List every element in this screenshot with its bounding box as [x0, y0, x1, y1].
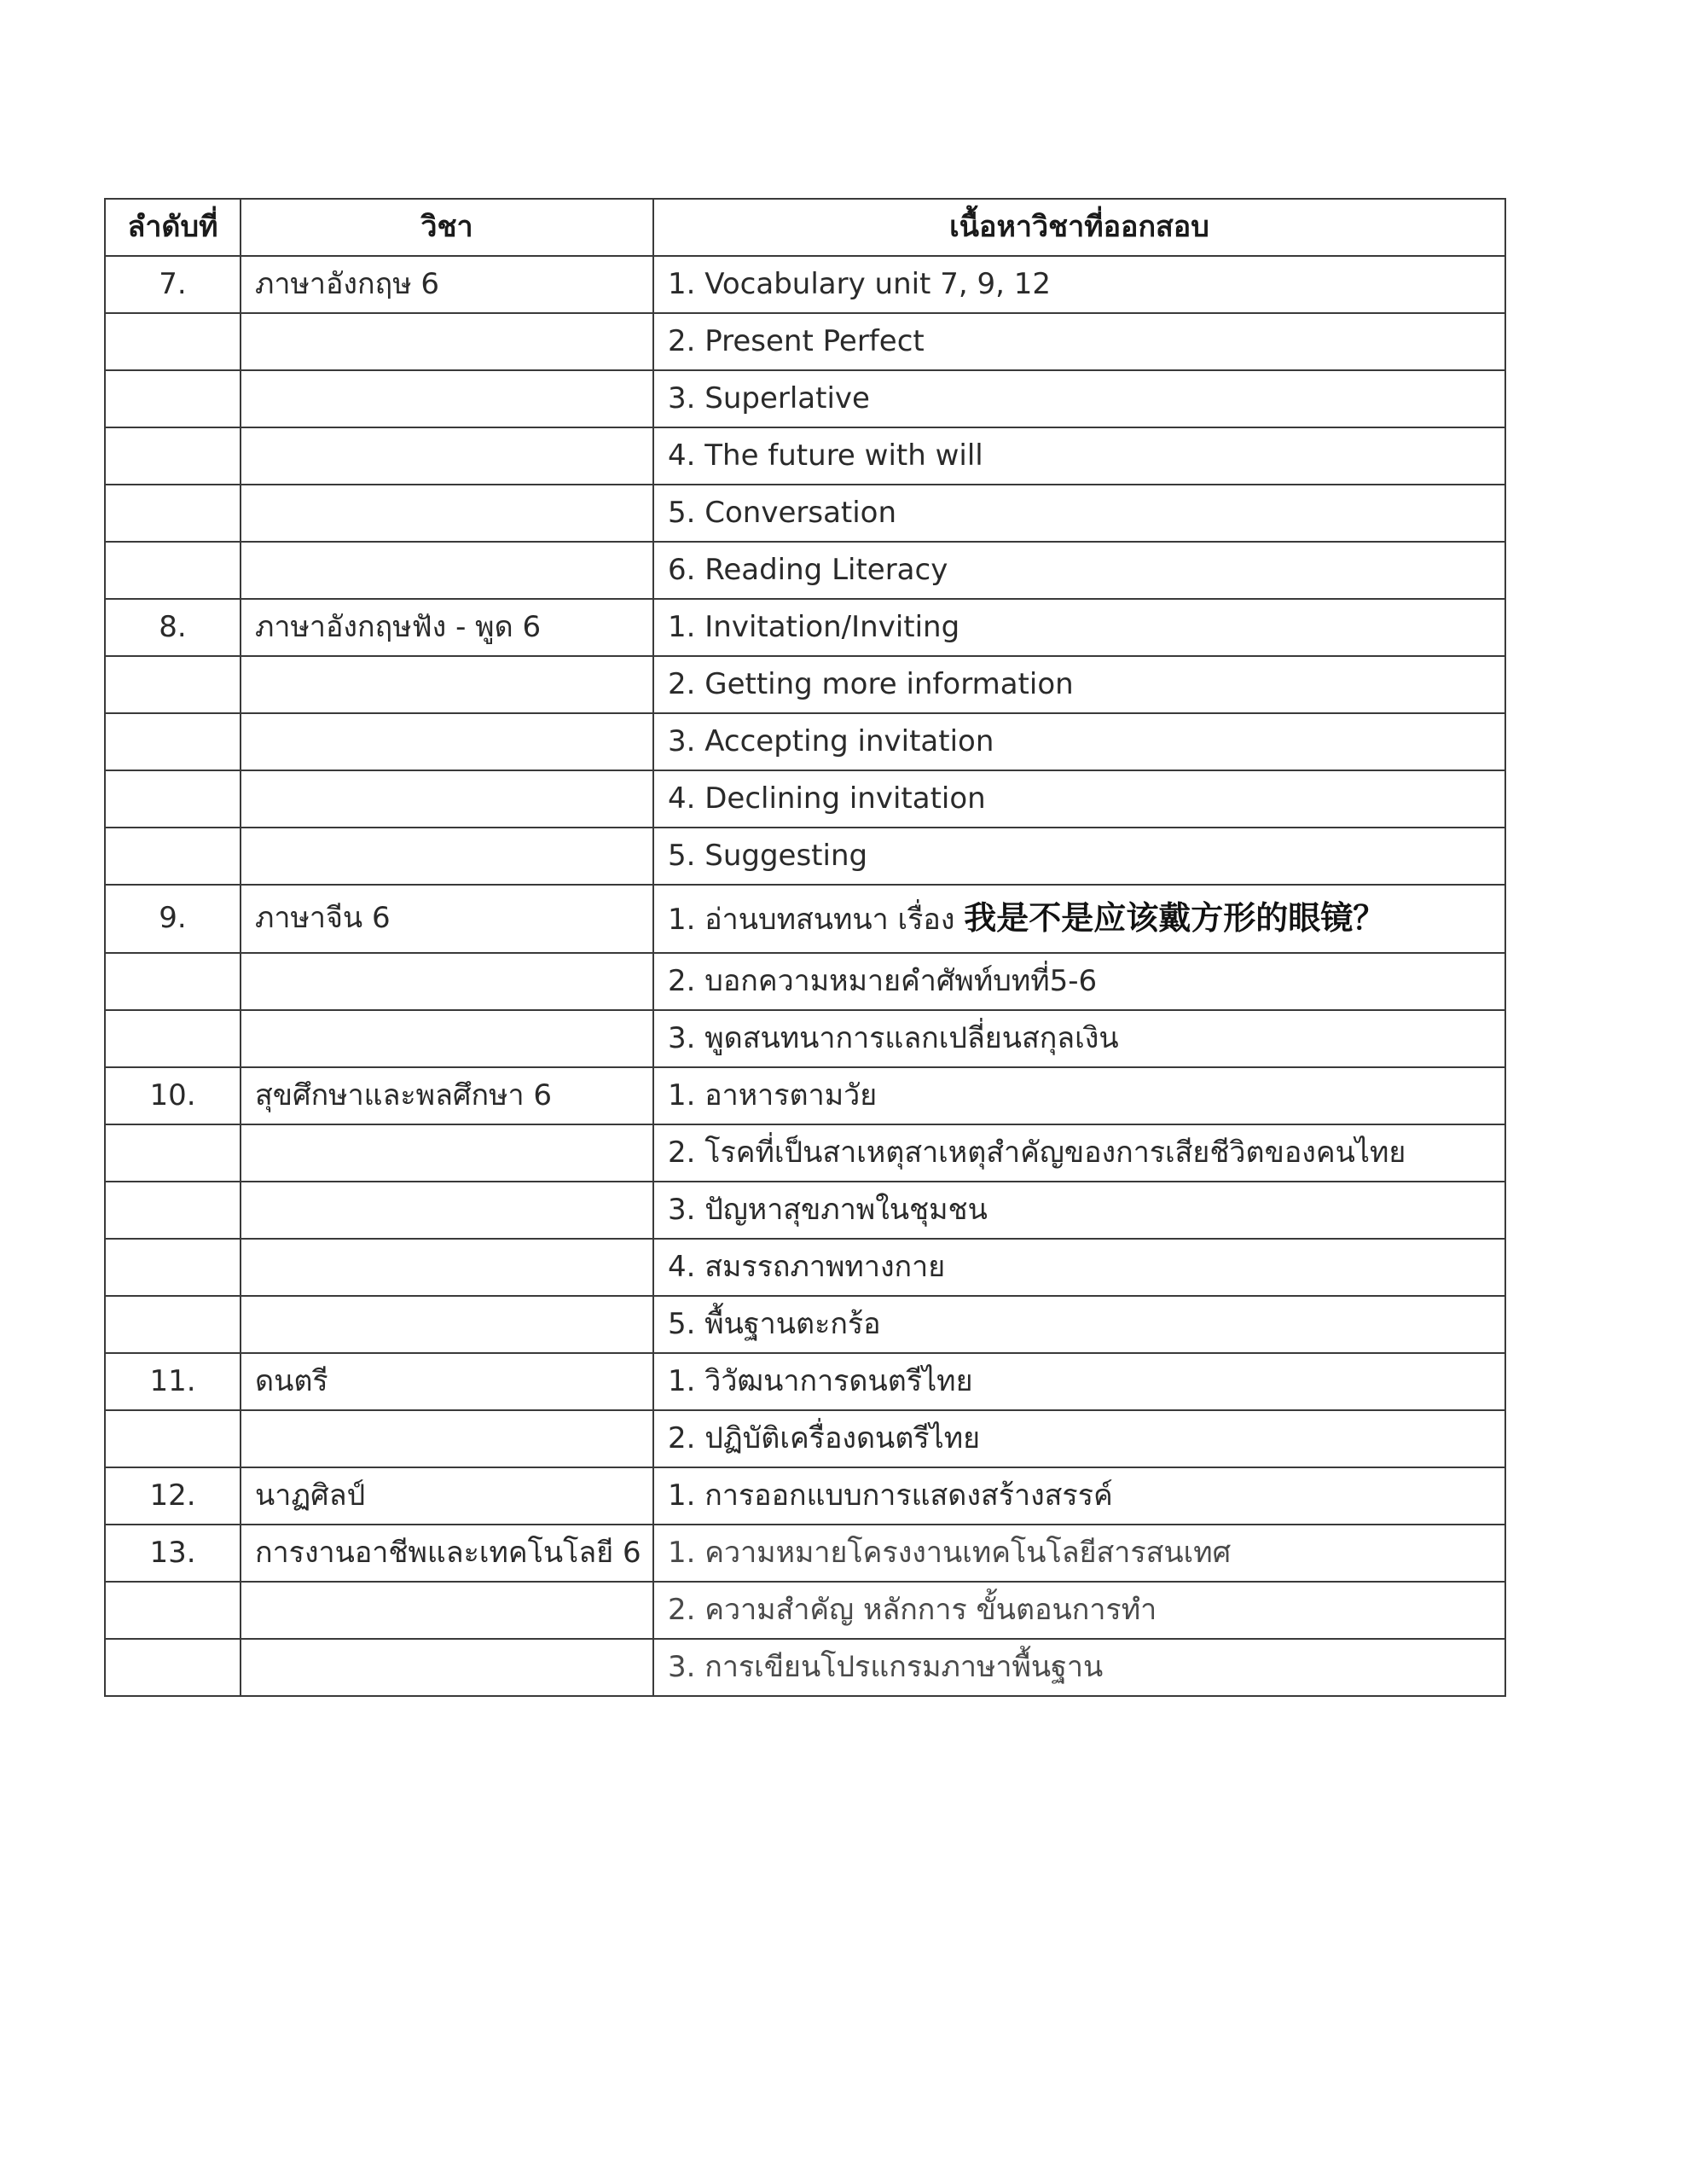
row-subject-cell: ดนตรี: [241, 1353, 653, 1410]
row-topic-cell: [653, 485, 1505, 542]
row-order-cell: [105, 828, 241, 885]
row-topic-cell: [653, 1296, 1505, 1353]
row-order-cell: [105, 713, 241, 770]
table-row: [105, 1010, 1505, 1067]
row-order-cell: [105, 1124, 241, 1182]
chinese-lesson-title: 我是不是应该戴方形的眼镜？: [964, 899, 1386, 938]
row-topic-cell: [653, 885, 1505, 953]
row-order-cell: 12.: [105, 1467, 241, 1525]
row-order-cell: 9.: [105, 885, 241, 953]
topic-text: 1. อาหารตามวัย: [668, 1077, 878, 1112]
row-subject-cell: [241, 1410, 653, 1467]
topic-text: 4. Declining invitation: [668, 781, 986, 816]
row-subject-cell: [241, 770, 653, 828]
row-subject-cell: [241, 713, 653, 770]
row-subject-cell: ภาษาอังกฤษฟัง - พูด 6: [241, 599, 653, 656]
topic-text: 2. ปฏิบัติเครื่องดนตรีไทย: [668, 1420, 981, 1455]
table-row: [105, 427, 1505, 485]
row-topic-cell: [653, 1124, 1505, 1182]
table-row: [105, 256, 1505, 313]
topic-text: 5. Suggesting: [668, 838, 868, 873]
table-row: [105, 1639, 1505, 1696]
table-row: [105, 1410, 1505, 1467]
table-row: [105, 1353, 1505, 1410]
row-subject-cell: [241, 1239, 653, 1296]
table-row: [105, 485, 1505, 542]
header-order: ลำดับที่: [105, 199, 241, 256]
topic-text: 1. การออกแบบการแสดงสร้างสรรค์: [668, 1478, 1113, 1513]
row-order-cell: [105, 1410, 241, 1467]
header-subject: วิชา: [241, 199, 653, 256]
table-row: [105, 1582, 1505, 1639]
row-subject-cell: [241, 953, 653, 1010]
exam-content-table: [104, 198, 1506, 1697]
topic-text: 1. Vocabulary unit 7, 9, 12: [668, 266, 1051, 301]
row-topic-cell: [653, 542, 1505, 599]
topic-text: 6. Reading Literacy: [668, 552, 948, 587]
table-row: [105, 885, 1505, 953]
table-row: [105, 313, 1505, 370]
row-topic-cell: [653, 1410, 1505, 1467]
table-header-row: [105, 199, 1505, 256]
row-topic-cell: [653, 370, 1505, 427]
row-topic-cell: [653, 656, 1505, 713]
row-order-cell: [105, 485, 241, 542]
row-topic-cell: [653, 427, 1505, 485]
topic-text: 2. โรคที่เป็นสาเหตุสาเหตุสำคัญของการเสียชีวิตของคนไทย: [668, 1135, 1406, 1170]
table-body: [105, 256, 1505, 1696]
row-order-cell: [105, 770, 241, 828]
topic-text: 2. บอกความหมายคำศัพท์บทที่5-6: [668, 963, 1098, 998]
table-row: [105, 828, 1505, 885]
row-subject-cell: [241, 542, 653, 599]
row-order-cell: 7.: [105, 256, 241, 313]
row-topic-cell: [653, 1353, 1505, 1410]
topic-text: 3. พูดสนทนาการแลกเปลี่ยนสกุลเงิน: [668, 1020, 1119, 1055]
row-topic-cell: [653, 1182, 1505, 1239]
table-row: [105, 1467, 1505, 1525]
topic-text: 2. Getting more information: [668, 666, 1074, 701]
table-row: [105, 1239, 1505, 1296]
row-subject-cell: สุขศึกษาและพลศึกษา 6: [241, 1067, 653, 1124]
row-order-cell: [105, 1639, 241, 1696]
row-subject-cell: นาฏศิลป์: [241, 1467, 653, 1525]
row-topic-cell: [653, 1010, 1505, 1067]
row-subject-cell: [241, 427, 653, 485]
row-topic-cell: [653, 1467, 1505, 1525]
table-row: [105, 1124, 1505, 1182]
table-row: [105, 542, 1505, 599]
topic-text: 1. ความหมายโครงงานเทคโนโลยีสารสนเทศ: [668, 1535, 1232, 1570]
row-order-cell: [105, 656, 241, 713]
table-row: [105, 770, 1505, 828]
row-subject-cell: [241, 1124, 653, 1182]
table-row: [105, 370, 1505, 427]
row-subject-cell: [241, 1582, 653, 1639]
row-order-cell: [105, 953, 241, 1010]
row-topic-cell: [653, 256, 1505, 313]
topic-text: 4. The future with will: [668, 438, 983, 473]
topic-text: 4. สมรรถภาพทางกาย: [668, 1249, 946, 1284]
row-subject-cell: [241, 485, 653, 542]
table-row: [105, 953, 1505, 1010]
topic-text: 1. Invitation/Inviting: [668, 609, 960, 644]
table-row: [105, 1182, 1505, 1239]
row-order-cell: 10.: [105, 1067, 241, 1124]
topic-text: 3. Accepting invitation: [668, 723, 994, 758]
row-order-cell: [105, 1296, 241, 1353]
table-row: [105, 599, 1505, 656]
topic-text: 1. อ่านบทสนทนา เรื่อง: [668, 903, 965, 938]
row-subject-cell: [241, 656, 653, 713]
row-subject-cell: [241, 1010, 653, 1067]
topic-text: 5. พื้นฐานตะกร้อ: [668, 1306, 881, 1341]
topic-text: 2. Present Perfect: [668, 323, 925, 358]
row-order-cell: 13.: [105, 1525, 241, 1582]
table-row: [105, 1296, 1505, 1353]
row-order-cell: 8.: [105, 599, 241, 656]
table-row: [105, 656, 1505, 713]
row-topic-cell: [653, 1067, 1505, 1124]
row-order-cell: [105, 542, 241, 599]
row-topic-cell: [653, 1582, 1505, 1639]
topic-text: 1. วิวัฒนาการดนตรีไทย: [668, 1363, 973, 1398]
topic-text: 2. ความสำคัญ หลักการ ขั้นตอนการทำ: [668, 1592, 1157, 1627]
row-order-cell: [105, 1582, 241, 1639]
row-order-cell: [105, 1182, 241, 1239]
row-order-cell: [105, 313, 241, 370]
topic-text: 3. Superlative: [668, 380, 870, 415]
row-subject-cell: ภาษาอังกฤษ 6: [241, 256, 653, 313]
row-topic-cell: [653, 1639, 1505, 1696]
row-order-cell: [105, 427, 241, 485]
row-topic-cell: [653, 313, 1505, 370]
row-topic-cell: [653, 953, 1505, 1010]
row-subject-cell: การงานอาชีพและเทคโนโลยี 6: [241, 1525, 653, 1582]
row-topic-cell: [653, 599, 1505, 656]
header-content: เนื้อหาวิชาที่ออกสอบ: [653, 199, 1505, 256]
topic-text: 3. การเขียนโปรแกรมภาษาพื้นฐาน: [668, 1649, 1104, 1684]
row-topic-cell: [653, 1239, 1505, 1296]
row-subject-cell: [241, 1182, 653, 1239]
row-topic-cell: [653, 1525, 1505, 1582]
row-topic-cell: [653, 713, 1505, 770]
row-subject-cell: [241, 313, 653, 370]
topic-text: 3. ปัญหาสุขภาพในชุมชน: [668, 1192, 988, 1227]
row-subject-cell: [241, 1296, 653, 1353]
row-topic-cell: [653, 828, 1505, 885]
table-row: [105, 1067, 1505, 1124]
row-order-cell: [105, 370, 241, 427]
row-topic-cell: [653, 770, 1505, 828]
row-order-cell: [105, 1010, 241, 1067]
topic-text: 5. Conversation: [668, 495, 897, 530]
row-subject-cell: [241, 1639, 653, 1696]
row-order-cell: 11.: [105, 1353, 241, 1410]
row-subject-cell: ภาษาจีน 6: [241, 885, 653, 953]
table-row: [105, 1525, 1505, 1582]
row-subject-cell: [241, 828, 653, 885]
row-order-cell: [105, 1239, 241, 1296]
row-subject-cell: [241, 370, 653, 427]
table-row: [105, 713, 1505, 770]
